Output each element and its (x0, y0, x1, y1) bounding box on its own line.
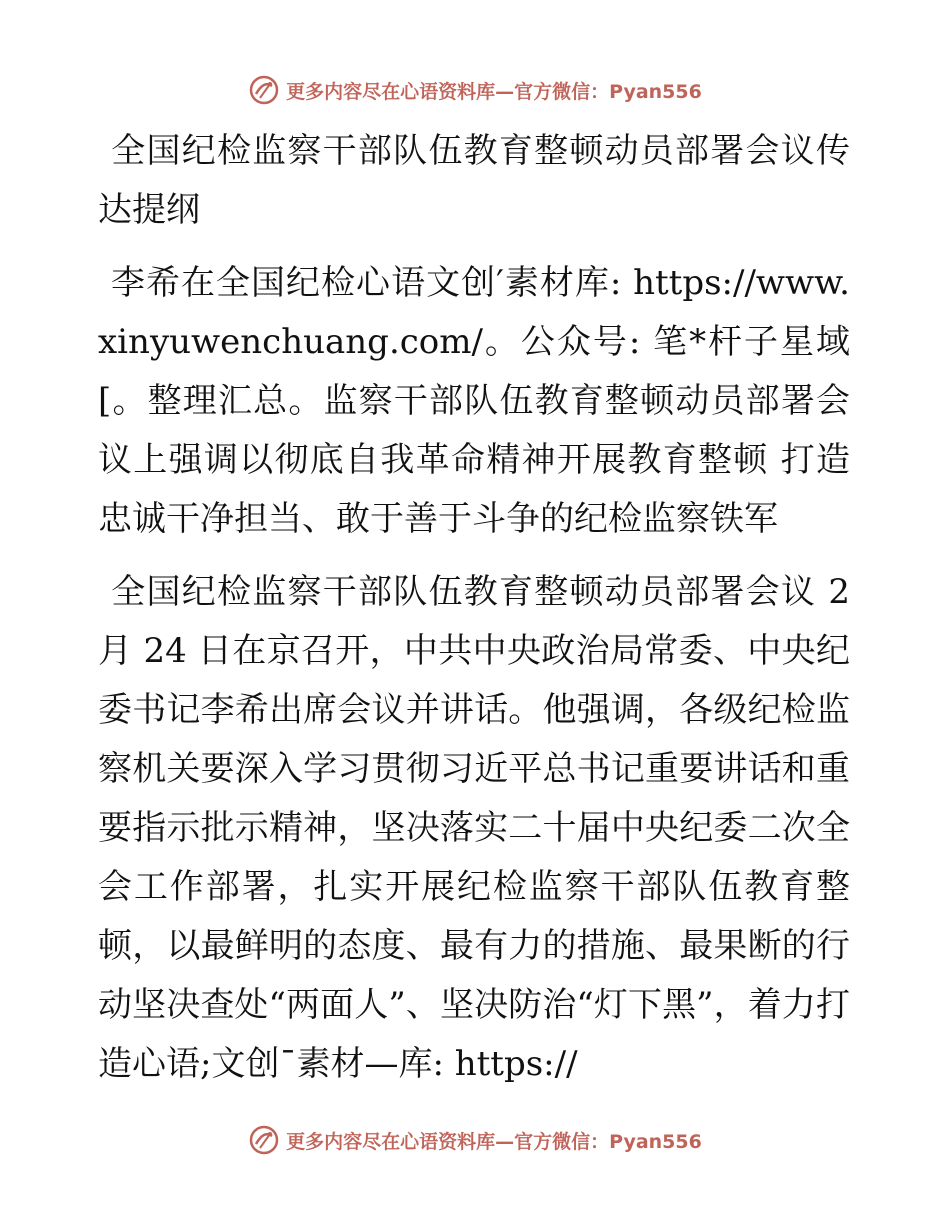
watermark-text: 更多内容尽在心语资料库—官方微信：Pyan556 (286, 1130, 702, 1153)
paragraph-2: 全国纪检监察干部队伍教育整顿动员部署会议 2 月 24 日在京召开，中共中央政治局常委、中央纪委书记李希出席会议并讲话。他强调，各级纪检监察机关要深入学习贯彻习近平总书记重要讲话和重要指示批示精神，坚决落实二十届中央纪委二次全会工作部署，扎实开展纪检监察干部队伍教育整顿，以最鲜明的态度、最有力的措施、最果断的行动坚决查处“两面人”、坚决防治“灯下黑”，着力打造心语;文创¯素材—库: https:// (98, 572, 850, 1084)
watermark-banner-bottom (0, 1120, 950, 1160)
logo-seal-icon (248, 1124, 280, 1156)
watermark-text: 更多内容尽在心语资料库—官方微信：Pyan556 (286, 80, 702, 103)
logo-seal-icon (248, 74, 280, 106)
paragraph-1: 李希在全国纪检心语文创′素材库: https://www.xinyuwenchuang.com/。公众号: 笔*杆子星域[。整理汇总。监察干部队伍教育整顿动员部署会议上强调以彻底自我革命精神开展教育整顿 打造忠诚干净担当、敢于善于斗争的纪检监察铁军 (98, 263, 850, 539)
document-body (98, 122, 850, 1094)
watermark-banner-top (0, 70, 950, 110)
document-title: 全国纪检监察干部队伍教育整顿动员部署会议传达提纲 (98, 131, 850, 230)
